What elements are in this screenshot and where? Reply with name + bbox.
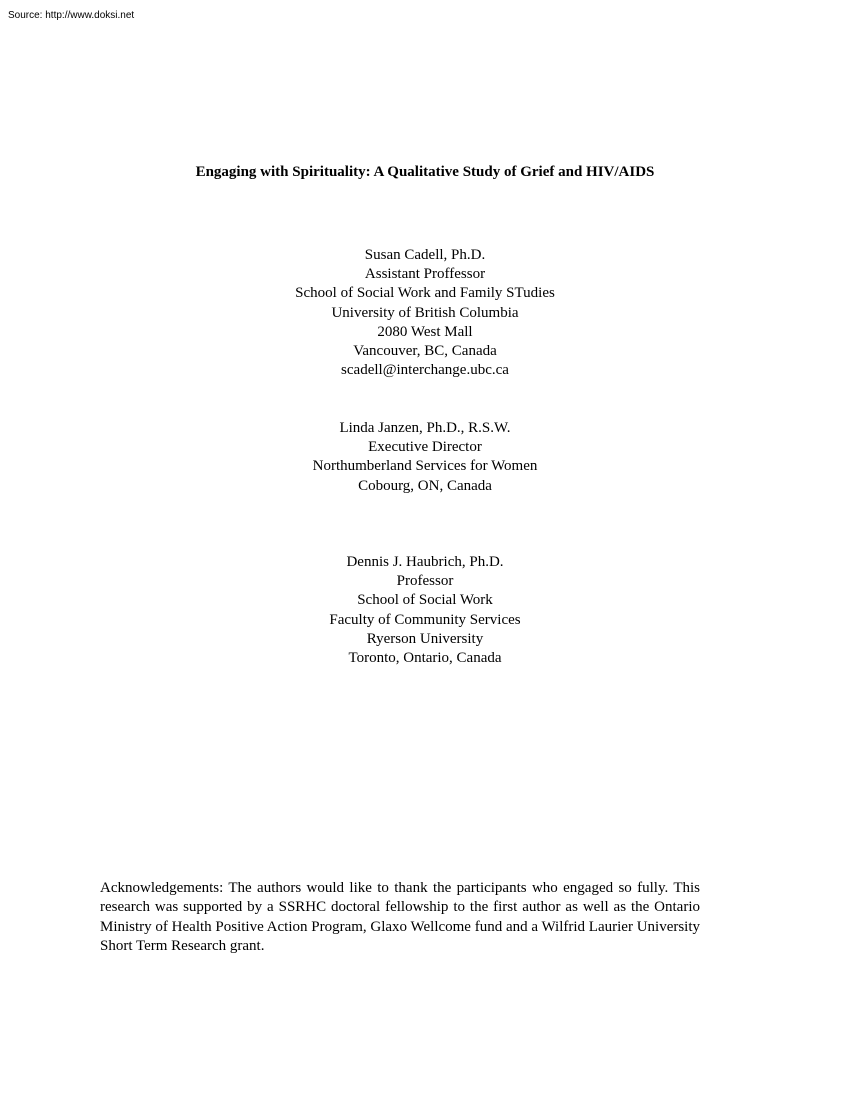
author-email: scadell@interchange.ubc.ca bbox=[341, 362, 509, 379]
author-city: Toronto, Ontario, Canada bbox=[348, 650, 502, 667]
acknowledgements-paragraph: Acknowledgements: The authors would like to thank the participants who engaged so fully. This research was supported by a SSRHC doctoral fellowship to the first author as well as the Ontario Ministry of Health Positive Action Program, Glaxo Wellcome fund and a Wilfrid Laurier University Short Term Research grant. bbox=[100, 880, 701, 954]
source-line: Source: http://www.doksi.net bbox=[8, 10, 135, 21]
author-department: School of Social Work and Family STudies bbox=[295, 285, 555, 302]
author-position: Professor bbox=[396, 573, 454, 590]
author-street: 2080 West Mall bbox=[377, 323, 473, 340]
author-city: Vancouver, BC, Canada bbox=[353, 343, 497, 360]
author-institution: Ryerson University bbox=[366, 630, 484, 647]
author-city: Cobourg, ON, Canada bbox=[358, 477, 492, 494]
author-name: Dennis J. Haubrich, Ph.D. bbox=[346, 554, 504, 570]
author-name: Linda Janzen, Ph.D., R.S.W. bbox=[339, 420, 511, 436]
author-block-janzen bbox=[0, 419, 850, 496]
author-block-haubrich bbox=[0, 553, 850, 668]
author-institution: University of British Columbia bbox=[331, 304, 519, 321]
author-faculty: Faculty of Community Services bbox=[329, 611, 521, 628]
author-position: Assistant Proffessor bbox=[364, 266, 486, 283]
author-name: Susan Cadell, Ph.D. bbox=[364, 247, 486, 263]
author-organization: Northumberland Services for Women bbox=[312, 458, 538, 475]
author-block-cadell bbox=[0, 246, 850, 380]
paper-title: Engaging with Spirituality: A Qualitative Study of Grief and HIV/AIDS bbox=[195, 164, 655, 180]
author-department: School of Social Work bbox=[357, 592, 493, 609]
author-position: Executive Director bbox=[368, 439, 482, 456]
